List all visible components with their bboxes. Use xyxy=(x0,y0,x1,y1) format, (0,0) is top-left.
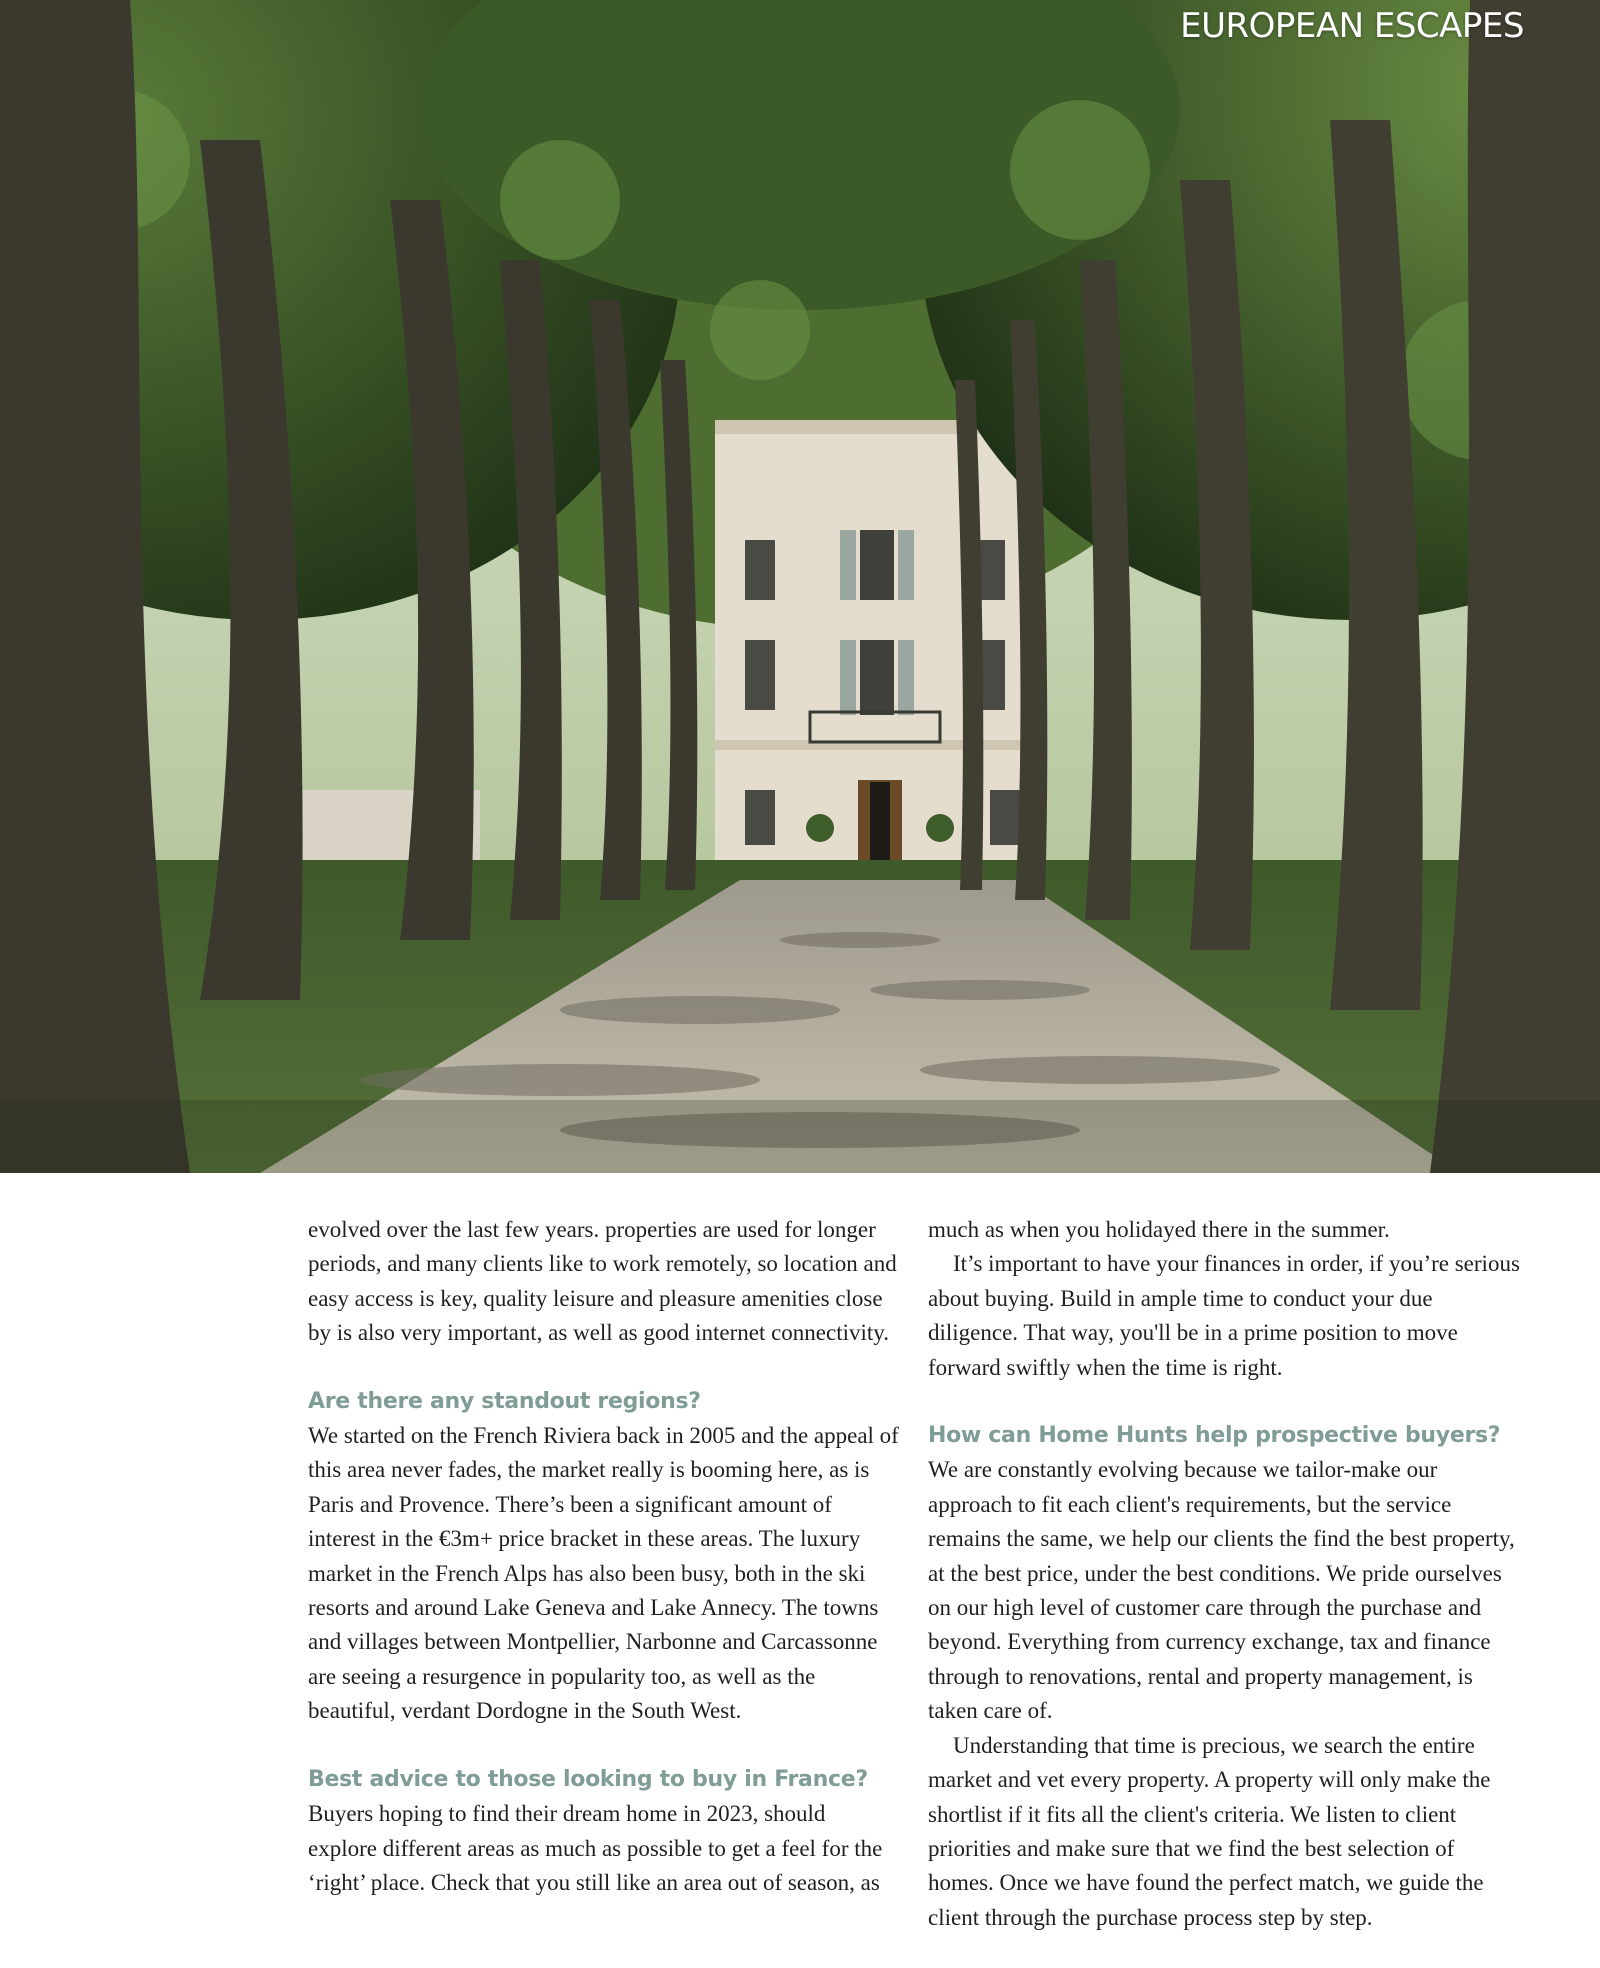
paragraph-home-hunts: We are constantly evolving because we tailor-make our approach to fit each client's requirements, but the service remains the same, we help our clients the find the best property, at the best price, under the best conditions. We pride ourselves on our high level of customer care through the purchase and beyond. Everything from currency exchange, tax and finance through to renovations, rental and property management, is taken care of. xyxy=(928,1457,1515,1724)
section-label: EUROPEAN ESCAPES xyxy=(1180,6,1524,46)
right-column xyxy=(928,1213,1520,1955)
left-column xyxy=(308,1213,900,1955)
paragraph-finances: It’s important to have your finances in order, if you’re serious about buying. Build in ample time to conduct your due diligence. That way, you'll be in a prime position to move forward swiftly when the time is right. xyxy=(928,1251,1520,1380)
heading-best-advice: Best advice to those looking to buy in France? xyxy=(308,1766,868,1792)
paragraph-best-advice: Buyers hoping to find their dream home in 2023, should explore different areas as much as possible to get a feel for the ‘right’ place. Check that you still like an area out of season, as xyxy=(308,1801,883,1895)
heading-standout-regions: Are there any standout regions? xyxy=(308,1388,701,1414)
paragraph-standout-regions: We started on the French Riviera back in 2005 and the appeal of this area never fades, the market really is booming here, as is Paris and Provence. There’s been a significant amount of interest in the €3m+ price bracket in these areas. The luxury market in the French Alps has also been busy, both in the ski resorts and around Lake Geneva and Lake Annecy. The towns and villages between Montpellier, Narbonne and Carcassonne are seeing a resurgence in popularity too, as well as the beautiful, verdant Dordogne in the South West. xyxy=(308,1423,899,1724)
chateau xyxy=(715,420,1035,880)
paragraph-continued: much as when you holidayed there in the summer. xyxy=(928,1217,1390,1242)
article-body xyxy=(308,1213,1520,1955)
paragraph-search-process: Understanding that time is precious, we search the entire market and vet every property. A property will only make the shortlist if it fits all the client's criteria. We listen to client priorities and make sure that we find the best selection of homes. Once we have found the perfect match, we guide the client through the purchase process step by step. xyxy=(928,1732,1491,1930)
intro-paragraph: evolved over the last few years. properties are used for longer periods, and many clients like to work remotely, so location and easy access is key, quality leisure and pleasure amenities close by is also very important, as well as good internet connectivity. xyxy=(308,1217,897,1346)
heading-home-hunts: How can Home Hunts help prospective buyers? xyxy=(928,1423,1501,1449)
foreground-shadow xyxy=(0,1100,1600,1173)
